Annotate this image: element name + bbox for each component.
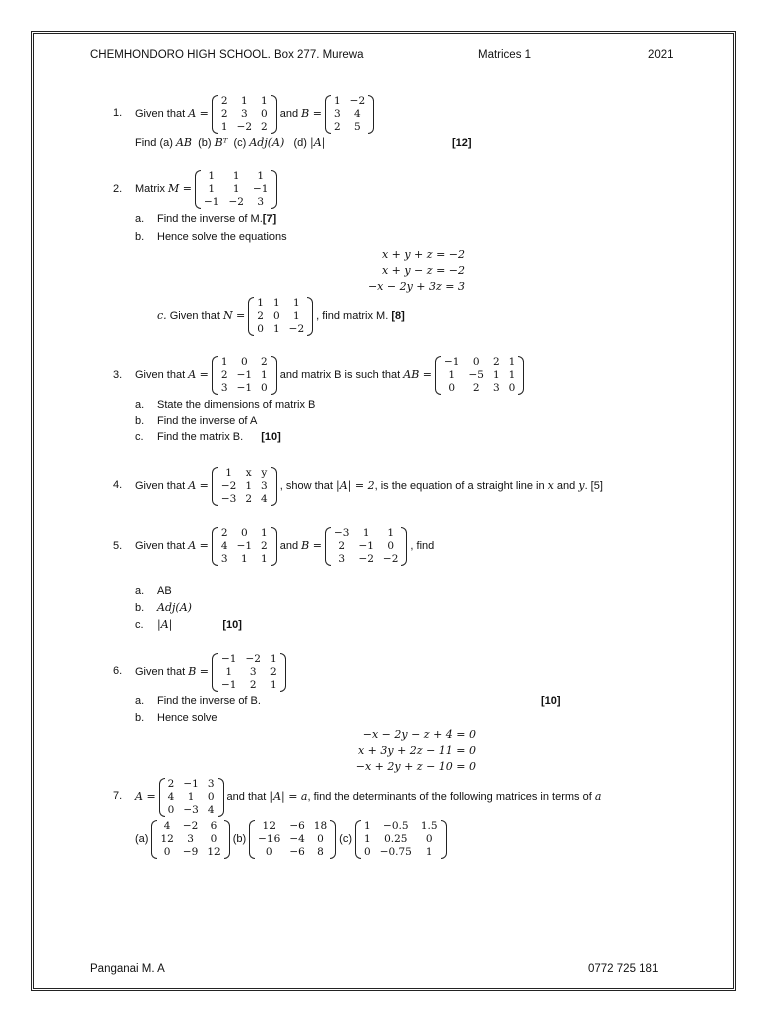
matrix-entries [218,356,271,395]
matrix-entry: 3 [338,552,346,565]
matrix-entry: 0 [387,539,394,552]
part-label: b. [135,415,145,427]
math-text: B = [188,665,209,678]
matrix-entry: 0 [257,322,264,335]
part-label: c. [135,431,144,443]
equation: x + y + z = −2 [381,248,465,261]
matrix-bracket-right [280,653,286,692]
matrix-entry: 1 [269,678,277,691]
matrix-entry: 6 [210,819,218,832]
matrix-entry: −1 [204,195,220,208]
q3-part-a [135,398,315,412]
matrix-entry: 12 [207,845,221,858]
text: AB [157,585,172,597]
matrix-entry: 2 [220,94,228,107]
matrix-entry: 1 [269,652,277,665]
matrix-entry: 0 [210,832,218,845]
phone-footer: 0772 725 181 [588,963,659,975]
matrix-entry: 2 [220,526,228,539]
q2-part-b [135,230,287,244]
matrix-N [248,297,313,336]
matrix-entry: y [261,466,268,479]
matrix-entry: −2 [182,819,199,832]
q1-find [135,136,325,150]
text: and [279,540,299,552]
matrix-entry: 2 [472,381,480,394]
matrix-entry: −3 [220,492,237,505]
matrix-entry: 4 [220,539,228,552]
math-text: x [547,479,554,492]
matrix-entry: 0 [163,845,171,858]
matrix-bracket-right [368,95,374,134]
matrix-entry: 1 [240,552,248,565]
part-label: c. [157,309,167,322]
matrix-entry: 1 [208,182,216,195]
matrix-entry: 1 [364,819,371,832]
matrix-entry: 18 [313,819,328,832]
matrix-entry: 2 [220,107,228,120]
question-number: 1. [113,107,123,119]
matrix-entry: −5 [468,368,484,381]
text: Given that [135,108,186,120]
matrix-entry: 1 [362,526,370,539]
matrix-entry: 2 [261,355,268,368]
matrix-b [249,820,336,859]
matrix-bracket-right [218,778,224,817]
matrix-bracket-right [271,95,277,134]
q3-statement [135,354,527,396]
matrix-entry: 1 [257,296,264,309]
matrix-bracket-right [271,467,277,506]
matrix-entry: 0 [272,309,280,322]
matrix-entry: x [245,466,252,479]
matrix-entry: −2 [245,652,261,665]
matrix-entry: 4 [207,803,215,816]
matrix-entries [218,467,271,506]
matrix-B [325,95,374,134]
matrix-entry: 1 [508,368,516,381]
matrix-bracket-right [307,297,313,336]
part-label: (a) [135,833,149,845]
matrix-entries [218,95,271,134]
matrix-bracket-right [330,820,336,859]
math-text: Adj(A) [157,601,192,614]
matrix-entries [331,95,368,134]
matrix-entry: 1 [387,526,394,539]
math-text: Bᵀ [214,136,228,149]
matrix-AB [435,356,524,395]
matrix-entry: 2 [333,120,341,133]
matrix-entries [255,820,330,859]
q5-part-c [135,618,242,632]
text: and [556,480,576,492]
math-text: M = [168,182,192,195]
matrix-entry: 1 [261,526,268,539]
matrix-entry: 0 [167,803,175,816]
matrix-entry: −2 [228,195,244,208]
q2-statement [135,168,280,210]
matrix-entries [218,527,271,566]
text: and [279,108,299,120]
matrix-entry: −16 [258,832,281,845]
q6-part-a [135,694,261,708]
author-footer: Panganai M. A [90,963,165,975]
matrix-entry: 0 [425,832,433,845]
question-number: 5. [113,540,123,552]
math-text: y [578,479,585,492]
equation: −x + 2y + z − 10 = 0 [355,760,476,773]
part-label: (c) [339,833,352,845]
matrix-entry: −6 [289,845,305,858]
matrix-entries [331,527,401,566]
equation: −x − 2y + 3z = 3 [367,280,465,293]
math-text: |A| [309,136,326,149]
matrix-entry: 0 [508,381,516,394]
matrix-entry: 1 [240,94,248,107]
part-label: a. [135,695,145,707]
matrix-entry: 1 [220,355,228,368]
part-label: b. [135,712,145,724]
matrix-entry: 1 [245,479,253,492]
matrix-entry: 4 [167,790,175,803]
math-text: AB [175,136,192,149]
text: Find the matrix B. [157,431,244,443]
matrix-entry: 1 [448,368,456,381]
matrix-entry: 0 [261,107,268,120]
text: , find matrix M. [316,310,389,322]
text: Given that [135,540,186,552]
matrix-entry: 2 [257,309,264,322]
math-text: A = [188,107,209,120]
matrix-M [195,170,277,209]
text: Hence solve the equations [157,231,287,243]
question-number: 3. [113,369,123,381]
matrix-A [159,778,224,817]
part-label: (b) [232,833,247,845]
matrix-entry: −1 [183,777,199,790]
math-text: B = [301,107,322,120]
matrix-A [212,356,277,395]
matrix-bracket-right [518,356,524,395]
text: Find (a) [135,137,173,149]
matrix-entry: 3 [333,107,341,120]
math-text: A = [188,479,209,492]
q6-statement [135,651,289,693]
matrix-entry: 1 [293,309,300,322]
matrix-entry: −1 [444,355,460,368]
q6-marks: [10] [541,695,561,707]
school-header: CHEMHONDORO HIGH SCHOOL. Box 277. Murewa [90,49,364,61]
marks: [7] [262,213,277,225]
matrix-entry: 2 [261,539,268,552]
text: Hence solve [157,712,218,724]
text: , find the determinants of the following matrices in terms of [307,791,592,803]
matrix-entry: −3 [183,803,199,816]
matrix-entries [441,356,518,395]
matrix-entry: 2 [249,678,257,691]
text: Given that [135,480,186,492]
matrix-entry: 1 [425,845,433,858]
text: Given that [169,310,220,322]
matrix-entry: 3 [187,832,194,845]
matrix-entry: 0 [448,381,456,394]
matrix-entry: −2 [349,94,366,107]
marks: [10] [261,431,281,443]
q5-part-a [135,584,172,598]
text: Given that [135,369,186,381]
question-number: 6. [113,665,123,677]
matrix-bracket-right [271,170,277,209]
matrix-entry: 1 [220,120,228,133]
q2-part-c [157,295,405,337]
marks: [10] [222,619,242,631]
matrix-B [325,527,407,566]
part-label: b. [135,231,145,243]
matrix-entry: 0 [261,381,268,394]
matrix-entry: 3 [220,381,228,394]
matrix-entry: 1 [293,296,300,309]
matrix-entry: 0 [240,355,248,368]
text: , show that [279,480,333,492]
matrix-entries [201,170,271,209]
matrix-entry: −0.5 [383,819,409,832]
text: (b) [198,137,212,149]
text: (d) [293,137,307,149]
text: State the dimensions of matrix B [157,399,316,411]
matrix-entry: −2 [382,552,399,565]
matrix-entries [165,778,218,817]
part-label: b. [135,602,145,614]
part-label: c. [135,619,144,631]
matrix-entry: 1 [232,169,240,182]
year-header: 2021 [648,49,674,61]
matrix-entry: 1 [333,94,341,107]
matrix-entry: 8 [317,845,324,858]
matrix-entry: 2 [492,355,500,368]
text: and matrix B is such that [279,369,401,381]
matrix-entry: 1 [187,790,195,803]
q5-part-b [135,601,192,615]
matrix-entry: 2 [261,120,268,133]
matrix-entry: −1 [236,368,253,381]
matrix-entry: 0.25 [384,832,408,845]
matrix-entry: −1 [221,678,237,691]
part-label: a. [135,213,145,225]
math-text: |A| = 2 [336,479,375,492]
text: Given that [135,666,186,678]
matrix-entry: −1 [252,182,269,195]
text: , is the equation of a straight line in [374,480,545,492]
matrix-bracket-right [271,527,277,566]
math-text: |A| [157,618,173,631]
matrix-entry: −1 [236,381,253,394]
matrix-entry: 2 [338,539,346,552]
matrix-entry: 2 [269,665,277,678]
text: , find [410,540,435,552]
math-text: B = [301,539,322,552]
matrix-entry: 0 [472,355,480,368]
matrix-bracket-right [224,820,230,859]
matrix-B [212,653,286,692]
matrix-bracket-right [441,820,447,859]
q1-marks: [12] [452,137,472,149]
text: Matrix [135,183,165,195]
matrix-entry: 3 [240,107,248,120]
matrix-entry: 1.5 [420,819,438,832]
matrix-entry: 2 [167,777,175,790]
equation: −x − 2y − z + 4 = 0 [362,728,476,741]
marks: [8] [391,310,405,322]
matrix-entry: 12 [160,832,174,845]
math-text: A = [188,368,209,381]
text: Find the inverse of B. [157,695,261,707]
matrix-c [355,820,447,859]
matrix-entry: −6 [289,819,305,832]
matrix-A [212,467,277,506]
matrix-entry: 1 [225,466,232,479]
q3-part-c [135,430,281,444]
matrix-entry: 2 [245,492,253,505]
matrix-entry: 4 [354,107,361,120]
matrix-entry: −0.75 [379,845,412,858]
matrix-entry: −2 [220,479,237,492]
matrix-entry: 1 [261,368,268,381]
question-number: 2. [113,183,123,195]
question-number: 7. [113,790,123,802]
matrix-entry: −2 [288,322,305,335]
matrix-entry: 2 [220,368,228,381]
matrix-entry: 1 [364,832,371,845]
matrix-entry: 1 [272,296,280,309]
equation: x + 3y + 2z − 11 = 0 [357,744,476,757]
matrix-entry: 1 [208,169,216,182]
math-text: a [594,790,602,803]
matrix-entry: 3 [492,381,500,394]
matrix-entry: 4 [261,492,268,505]
matrix-entries [157,820,223,859]
matrix-entry: −2 [236,120,253,133]
matrix-entry: −4 [289,832,305,845]
math-text: |A| = a [269,790,308,803]
math-text: A = [135,790,156,803]
matrix-entry: 0 [207,790,215,803]
matrix-entry: 1 [261,94,268,107]
text: and that [226,791,267,803]
text: Find the inverse of A [157,415,258,427]
matrix-A [212,95,277,134]
matrix-entry: 1 [261,552,268,565]
matrix-entry: 1 [257,169,265,182]
matrix-entry: 0 [317,832,324,845]
matrix-A [212,527,277,566]
matrix-entry: 3 [207,777,215,790]
math-text: A = [188,539,209,552]
part-label: a. [135,585,145,597]
matrix-entry: 0 [240,526,248,539]
topic-header: Matrices 1 [478,49,532,61]
matrix-entry: 5 [354,120,361,133]
matrix-entry: −1 [358,539,374,552]
matrix-entry: 4 [163,819,171,832]
matrix-entry: −1 [221,652,237,665]
q4-statement [135,465,603,507]
matrix-entry: 3 [249,665,257,678]
matrix-entry: 0 [364,845,371,858]
matrix-a [151,820,229,859]
equation: x + y − z = −2 [381,264,465,277]
matrix-entry: −2 [358,552,374,565]
math-text: N = [222,309,246,322]
matrix-entry: 1 [508,355,516,368]
matrix-entry: −9 [182,845,199,858]
matrix-entry: 1 [225,665,233,678]
matrix-entry: 3 [220,552,228,565]
matrix-entry: 1 [232,182,240,195]
matrix-entry: −1 [236,539,253,552]
matrix-entries [254,297,307,336]
matrix-entries [218,653,280,692]
text: Find the inverse of M. [157,213,263,225]
matrix-entries [361,820,441,859]
matrix-entry: 1 [272,322,280,335]
matrix-entry: −3 [333,526,350,539]
matrix-entry: 1 [492,368,500,381]
math-text: AB = [403,368,432,381]
q7-matrices [135,818,450,860]
q1-statement [135,93,377,135]
q2-part-a [135,212,276,226]
matrix-bracket-right [401,527,407,566]
matrix-entry: 3 [261,479,268,492]
matrix-entry: 0 [265,845,273,858]
q5-statement [135,525,434,567]
math-text: Adj(A) [249,136,285,149]
matrix-bracket-right [271,356,277,395]
matrix-entry: 3 [257,195,265,208]
q6-part-b [135,711,218,725]
text: . [5] [584,480,603,492]
text: (c) [233,137,247,149]
q7-statement [135,776,601,818]
part-label: a. [135,399,145,411]
q3-part-b [135,414,257,428]
matrix-entry: 12 [262,819,276,832]
question-number: 4. [113,479,123,491]
